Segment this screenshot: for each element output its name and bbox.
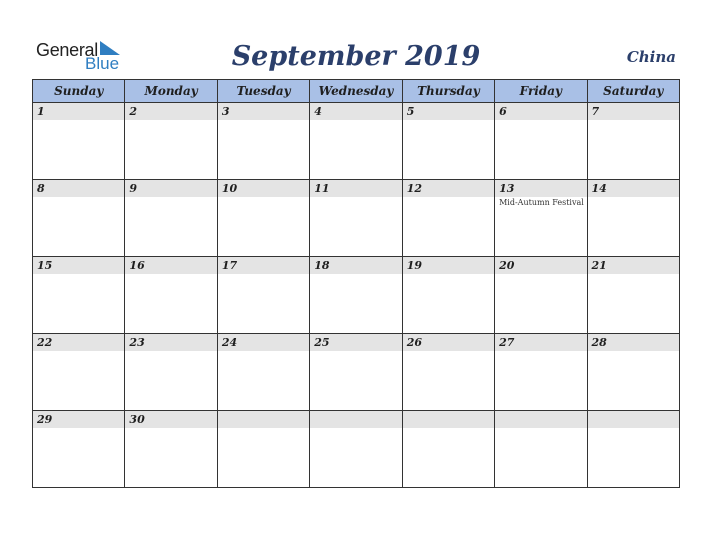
country-label: China (626, 48, 676, 66)
day-cell (217, 180, 309, 257)
day-number: 9 (125, 180, 216, 197)
day-cell (125, 334, 217, 411)
logo-general-text: General (36, 40, 98, 60)
weekday-header: Saturday (587, 80, 679, 103)
day-number (403, 411, 494, 428)
day-cell (217, 103, 309, 180)
day-cell (33, 334, 125, 411)
day-cell (495, 103, 587, 180)
day-cell (310, 334, 402, 411)
weekday-header: Wednesday (310, 80, 402, 103)
logo-blue-text: Blue (85, 54, 120, 73)
day-cell (402, 180, 494, 257)
day-number (495, 411, 586, 428)
day-number: 27 (495, 334, 586, 351)
day-number: 12 (403, 180, 494, 197)
day-number: 24 (218, 334, 309, 351)
weekday-header: Friday (495, 80, 587, 103)
day-number: 8 (33, 180, 124, 197)
day-cell (310, 257, 402, 334)
week-row (33, 180, 680, 257)
day-cell (310, 180, 402, 257)
day-cell (310, 411, 402, 488)
day-cell (33, 180, 125, 257)
weekday-header: Tuesday (217, 80, 309, 103)
day-cell (310, 103, 402, 180)
day-cell (217, 334, 309, 411)
day-number: 10 (218, 180, 309, 197)
week-row (33, 257, 680, 334)
day-cell (125, 411, 217, 488)
day-cell (587, 103, 679, 180)
day-cell (495, 180, 587, 257)
day-cell (495, 257, 587, 334)
weekday-header: Sunday (33, 80, 125, 103)
day-number: 20 (495, 257, 586, 274)
page-title: September 2019 (231, 41, 481, 72)
day-number: 23 (125, 334, 216, 351)
day-number: 2 (125, 103, 216, 120)
day-number: 29 (33, 411, 124, 428)
day-cell (495, 334, 587, 411)
day-number: 19 (403, 257, 494, 274)
day-number: 4 (310, 103, 401, 120)
day-number: 6 (495, 103, 586, 120)
day-cell (217, 411, 309, 488)
week-row (33, 103, 680, 180)
day-number: 21 (588, 257, 679, 274)
day-number: 17 (218, 257, 309, 274)
day-number: 14 (588, 180, 679, 197)
day-number: 18 (310, 257, 401, 274)
day-cell (125, 257, 217, 334)
weekday-header: Thursday (402, 80, 494, 103)
day-number: 25 (310, 334, 401, 351)
holiday-event: Mid-Autumn Festival (499, 198, 584, 207)
day-number: 5 (403, 103, 494, 120)
day-cell (402, 103, 494, 180)
day-cell (587, 257, 679, 334)
week-row (33, 334, 680, 411)
day-cell (587, 180, 679, 257)
weekday-header-row (33, 80, 680, 103)
day-cell (125, 180, 217, 257)
day-number: 26 (403, 334, 494, 351)
day-number: 28 (588, 334, 679, 351)
week-row (33, 411, 680, 488)
day-cell (125, 103, 217, 180)
day-cell (587, 411, 679, 488)
day-cell (587, 334, 679, 411)
day-cell (495, 411, 587, 488)
day-number: 30 (125, 411, 216, 428)
day-number: 7 (588, 103, 679, 120)
day-number: 16 (125, 257, 216, 274)
day-number (218, 411, 309, 428)
calendar-grid (32, 79, 680, 488)
day-number: 22 (33, 334, 124, 351)
day-cell (217, 257, 309, 334)
day-number (310, 411, 401, 428)
day-cell (33, 411, 125, 488)
day-number: 1 (33, 103, 124, 120)
day-number: 15 (33, 257, 124, 274)
day-number: 13 (495, 180, 586, 197)
day-number (588, 411, 679, 428)
day-number: 11 (310, 180, 401, 197)
day-cell (33, 257, 125, 334)
day-cell (33, 103, 125, 180)
day-cell (402, 257, 494, 334)
weekday-header: Monday (125, 80, 217, 103)
day-cell (402, 411, 494, 488)
day-cell (402, 334, 494, 411)
day-number: 3 (218, 103, 309, 120)
